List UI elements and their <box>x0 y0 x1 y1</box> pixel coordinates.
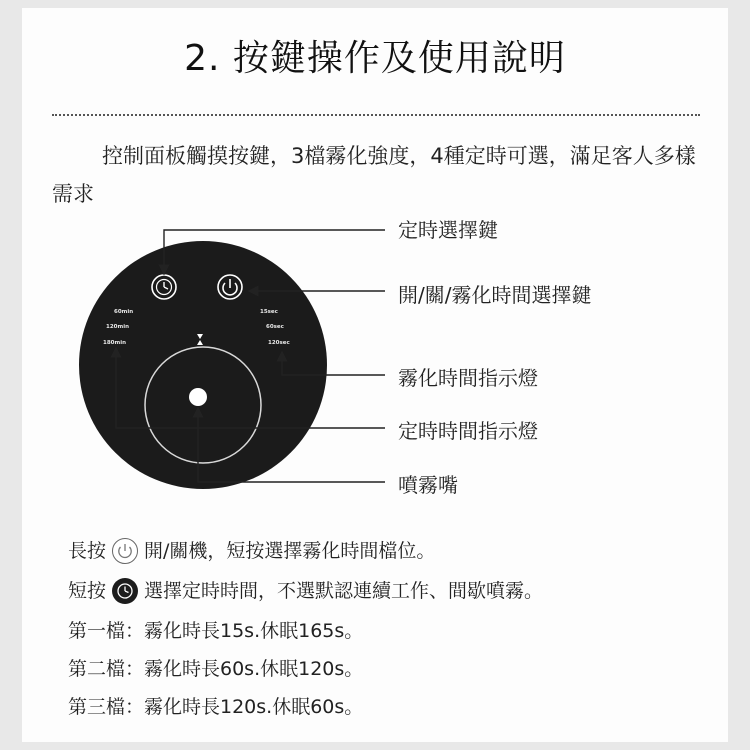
power-icon <box>112 538 138 564</box>
long-press-line <box>68 537 435 565</box>
long-press-text: 開/關機，短按選擇霧化時間檔位。 <box>144 540 436 562</box>
timer-label-180: 180min <box>103 340 127 346</box>
callout-timer-key: 定時選擇鍵 <box>398 218 498 242</box>
callout-timer-indicator: 定時時間指示燈 <box>398 419 538 443</box>
timer-label-60: 60min <box>114 309 134 315</box>
mist-label-15: 15sec <box>260 309 278 315</box>
short-press-text: 選擇定時時間，不選默認連續工作、間歇噴霧。 <box>144 580 544 602</box>
mist-label-60: 60sec <box>266 324 284 330</box>
timer-label-120: 120min <box>106 324 130 330</box>
short-press-prefix: 短按 <box>68 580 107 602</box>
callout-power-key: 開/關/霧化時間選擇鍵 <box>398 283 592 307</box>
gear-2-line: 第二檔：霧化時長60s.休眠120s。 <box>68 658 364 680</box>
gear-1-line: 第一檔：霧化時長15s.休眠165s。 <box>68 620 364 642</box>
gear-3-line: 第三檔：霧化時長120s.休眠60s。 <box>68 696 364 718</box>
long-press-prefix: 長按 <box>68 540 107 562</box>
callout-mist-indicator: 霧化時間指示燈 <box>398 366 538 390</box>
mist-label-120: 120sec <box>268 340 290 346</box>
clock-icon <box>112 578 138 604</box>
short-press-line <box>68 577 543 605</box>
nozzle <box>189 388 207 406</box>
page-title: 2. 按鍵操作及使用說明 <box>184 38 566 79</box>
intro-paragraph: 控制面板觸摸按鍵，3檔霧化強度，4種定時可選，滿足客人多樣需求 <box>52 144 696 206</box>
callout-nozzle: 噴霧嘴 <box>398 473 458 497</box>
